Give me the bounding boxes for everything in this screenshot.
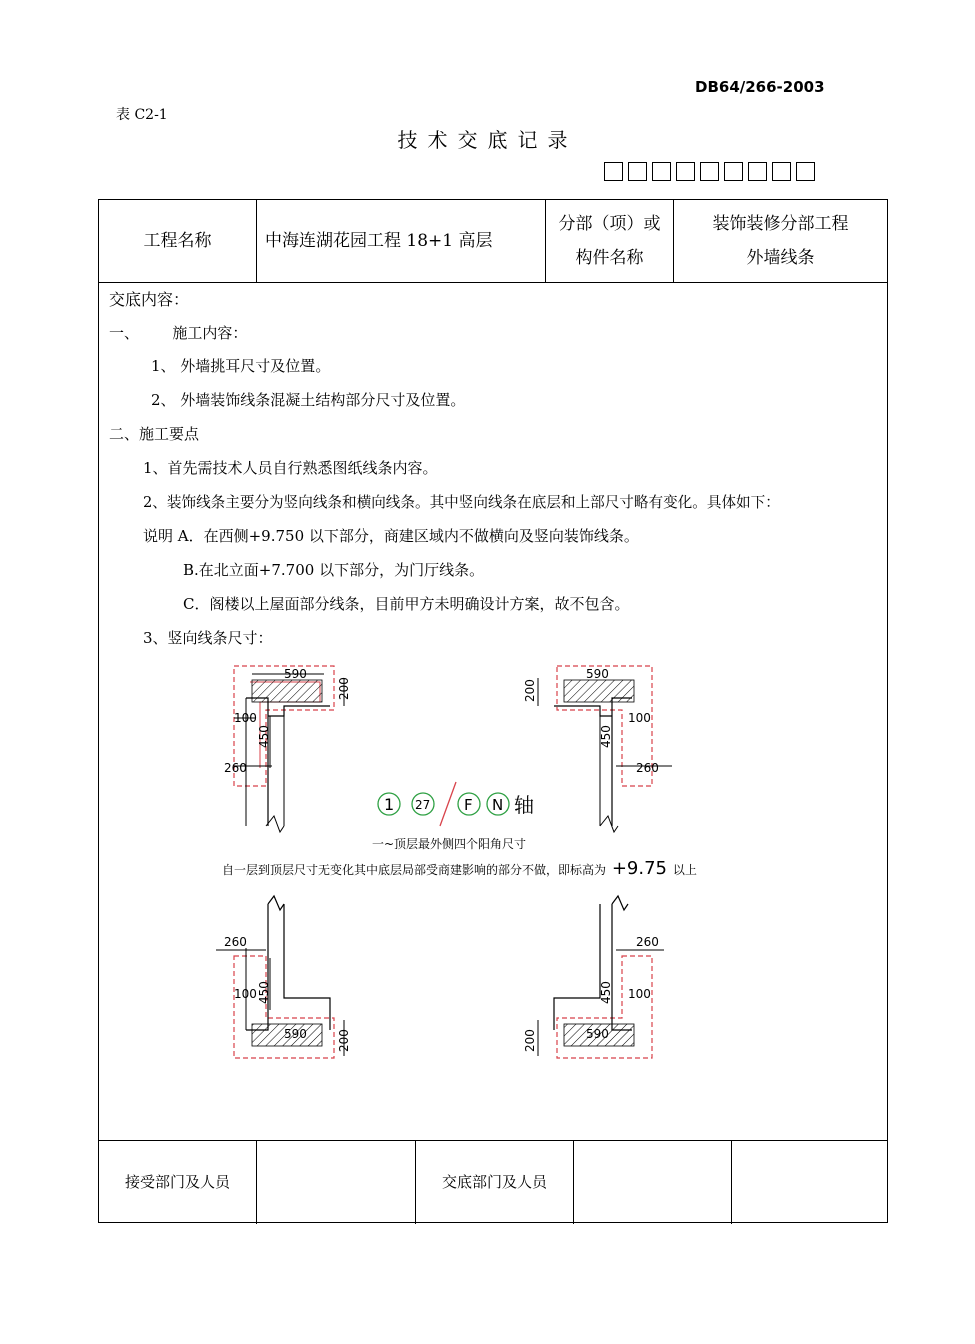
axis-label: F [464, 796, 473, 814]
drawing-note-2-elevation: +9.75 [611, 858, 668, 879]
dim-label: 100 [234, 987, 257, 1001]
content-heading: 交底内容： [109, 290, 190, 309]
extra-value [732, 1140, 887, 1224]
corner-detail-bottom-left [216, 896, 344, 1058]
corner-detail-top-right [538, 666, 672, 832]
dim-label: 200 [523, 679, 537, 702]
project-name-label: 工程名称 [143, 231, 212, 251]
content-line: 2、 外墙装饰线条混凝土结构部分尺寸及位置。 [151, 391, 466, 409]
standard-code: DB64/266-2003 [695, 78, 825, 96]
receive-label: 接受部门及人员 [124, 1173, 230, 1191]
part-name-value [674, 200, 887, 282]
part-name-value-line1: 装饰装修分部工程 [712, 214, 849, 234]
dim-label: 260 [224, 935, 247, 949]
deliver-label: 交底部门及人员 [441, 1173, 547, 1191]
drawing-note-2 [222, 858, 697, 879]
page-title: 技术交底记录 [397, 128, 578, 152]
record-number-box [772, 162, 791, 181]
record-number-boxes [604, 162, 815, 181]
dim-label: 450 [257, 725, 271, 748]
content-line: 二、施工要点 [109, 425, 200, 443]
record-number-box [796, 162, 815, 181]
dim-label: 260 [636, 761, 659, 775]
receive-value [257, 1140, 415, 1224]
dim-label: 200 [337, 677, 351, 700]
content-line: C．阁楼以上屋面部分线条，目前甲方未明确设计方案，故不包含。 [183, 595, 630, 613]
project-name-value: 中海连湖花园工程 18+1 高层 [265, 231, 493, 251]
dim-label: 590 [284, 667, 307, 681]
axis-suffix: 轴 [514, 793, 534, 817]
vertical-line-detail-drawing [212, 658, 697, 1068]
corner-detail-top-left [234, 666, 344, 832]
content-line: 3、竖向线条尺寸： [143, 629, 273, 647]
dim-label: 590 [586, 667, 609, 681]
dim-label: 260 [636, 935, 659, 949]
content-line: 一、 施工内容： [109, 324, 248, 342]
part-name-value-line2: 外墙线条 [746, 248, 815, 268]
content-line: 2、装饰线条主要分为竖向线条和横向线条。其中竖向线条在底层和上部尺寸略有变化。具体如下： [143, 494, 780, 511]
dim-label: 260 [224, 761, 247, 775]
dim-label: 200 [523, 1029, 537, 1052]
record-number-box [700, 162, 719, 181]
content-line: 1、 外墙挑耳尺寸及位置。 [151, 357, 331, 375]
dim-label: 200 [337, 1029, 351, 1052]
record-number-box [628, 162, 647, 181]
drawing-note-1: 一~顶层最外侧四个阳角尺寸 [372, 837, 527, 851]
dim-label: 100 [628, 987, 651, 1001]
form-number: 表 C2-1 [116, 107, 168, 123]
record-number-box [724, 162, 743, 181]
dim-label: 590 [586, 1027, 609, 1041]
content-line: 说明 A．在西侧+9.750 以下部分，商建区域内不做横向及竖向装饰线条。 [143, 527, 639, 545]
axis-markers [378, 782, 534, 826]
part-name-label-line2: 构件名称 [575, 248, 644, 268]
record-number-box [604, 162, 623, 181]
dim-label: 100 [234, 711, 257, 725]
dim-label: 450 [257, 981, 271, 1004]
part-name-label [546, 200, 673, 282]
content-line: B.在北立面+7.700 以下部分，为门厅线条。 [183, 561, 485, 579]
part-name-label-line1: 分部（项）或 [558, 214, 661, 234]
deliver-value [574, 1140, 731, 1224]
dim-label: 100 [628, 711, 651, 725]
axis-label: 1 [384, 795, 395, 814]
record-number-box [676, 162, 695, 181]
drawing-note-2-suffix: 以上 [672, 863, 697, 877]
dim-label: 450 [599, 725, 613, 748]
record-number-box [748, 162, 767, 181]
dim-label: 590 [284, 1027, 307, 1041]
axis-label: N [492, 796, 504, 814]
record-number-box [652, 162, 671, 181]
drawing-note-2-text: 自一层到顶层尺寸无变化其中底层局部受商建影响的部分不做，即标高为 [222, 863, 607, 877]
axis-label: 27 [415, 798, 431, 812]
dim-label: 450 [599, 981, 613, 1004]
content-line: 1、首先需技术人员自行熟悉图纸线条内容。 [143, 459, 438, 477]
